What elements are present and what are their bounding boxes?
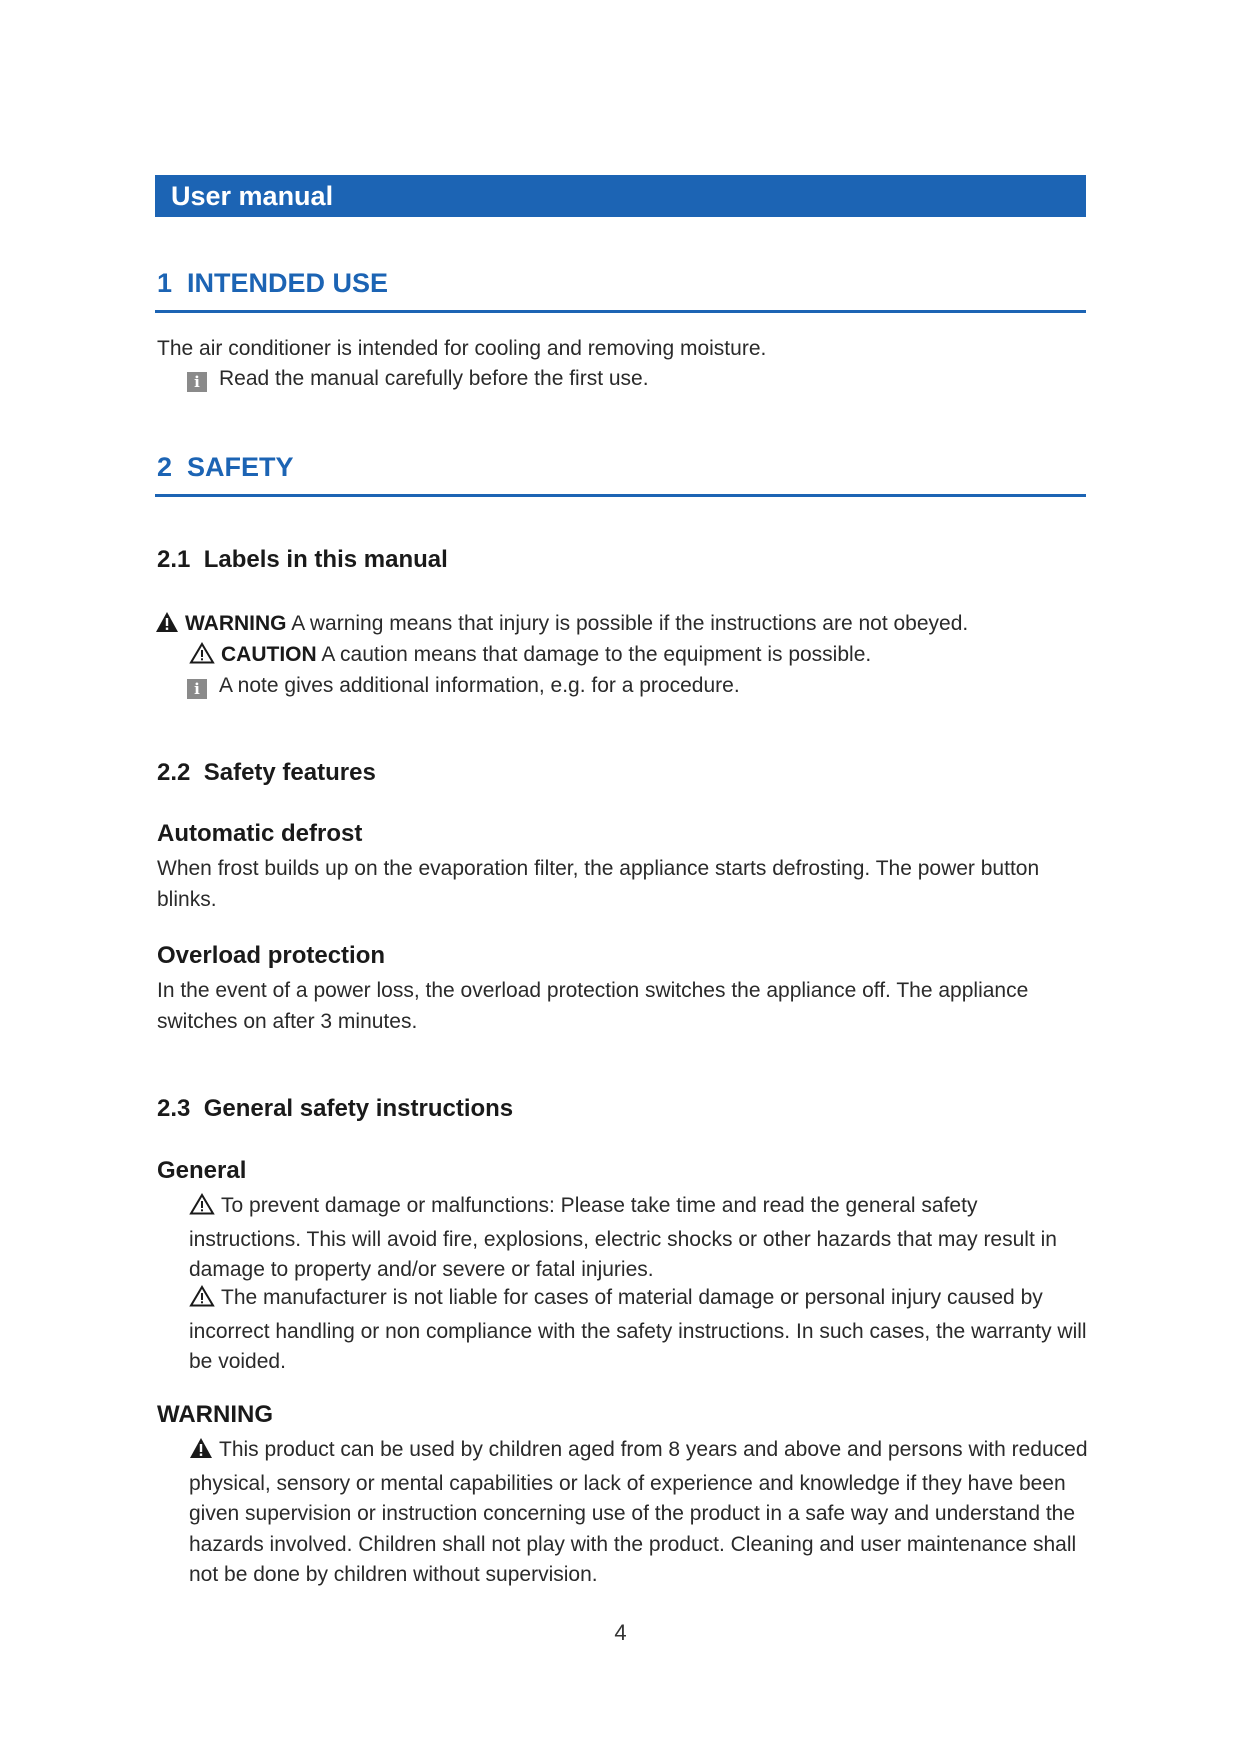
- warning-label: WARNING: [185, 612, 287, 635]
- info-icon: i: [187, 372, 207, 392]
- caution-label: CAUTION: [221, 643, 317, 666]
- section-2-rule: [155, 494, 1086, 497]
- subsection-number: 2.3: [157, 1095, 191, 1122]
- info-note: [187, 364, 1087, 395]
- general-caution-2: [189, 1283, 1089, 1378]
- note-label-line: [187, 671, 1087, 702]
- general-caution-1-text: To prevent damage or malfunctions: Please take time and read the general safety instructions. This will avoid fire, explosions, electric shocks or other hazards that may result in damage to property and/or severe or fatal injuries.: [189, 1194, 1057, 1281]
- general-caution-2-text: The manufacturer is not liable for cases of material damage or personal injury caused by incorrect handling or non compliance with the safety instructions. In such cases, the warranty will be voided.: [189, 1286, 1087, 1373]
- page-number: 4: [614, 1620, 627, 1645]
- subsection-title: Safety features: [203, 759, 376, 786]
- warning-triangle-filled-icon: [155, 611, 179, 643]
- section-title: SAFETY: [187, 452, 294, 482]
- automatic-defrost-text: When frost builds up on the evaporation filter, the appliance starts defrosting. The power button blinks.: [157, 857, 1040, 911]
- overload-protection-text: In the event of a power loss, the overload protection switches the appliance off. The appliance switches on after 3 minutes.: [157, 979, 1029, 1033]
- subsection-2-3-heading: [157, 1095, 513, 1123]
- caution-triangle-outline-icon: [189, 1285, 215, 1317]
- warning-label-text: A warning means that injury is possible if the instructions are not obeyed.: [291, 612, 969, 635]
- note-label-text: A note gives additional information, e.g. for a procedure.: [219, 674, 740, 697]
- caution-triangle-outline-icon: [189, 1193, 215, 1225]
- caution-triangle-outline-icon: [189, 642, 215, 674]
- caution-label-line: [189, 640, 1089, 674]
- page-banner: [155, 175, 1086, 217]
- subsection-title: General safety instructions: [203, 1095, 514, 1122]
- info-icon: i: [187, 679, 207, 699]
- section-2-heading: [157, 452, 294, 483]
- overload-protection-heading: Overload protection: [157, 942, 386, 969]
- automatic-defrost-heading: Automatic defrost: [157, 820, 363, 847]
- section-number: 1: [157, 268, 173, 298]
- warning-paragraph: [189, 1435, 1094, 1591]
- section-title: INTENDED USE: [187, 268, 389, 298]
- warning-label-line: [155, 609, 1095, 643]
- info-note-text: Read the manual carefully before the first use.: [219, 367, 649, 390]
- section-1-heading: [157, 268, 388, 299]
- intended-use-text: The air conditioner is intended for cooling and removing moisture.: [157, 337, 767, 360]
- general-caution-1: [189, 1191, 1089, 1286]
- section-1-rule: [155, 310, 1086, 313]
- caution-label-text: A caution means that damage to the equipment is possible.: [321, 643, 872, 666]
- subsection-2-2-heading: [157, 759, 376, 787]
- warning-heading: WARNING: [157, 1401, 273, 1428]
- section-number: 2: [157, 452, 173, 482]
- subsection-2-1-heading: [157, 546, 448, 574]
- warning-triangle-filled-icon: [189, 1437, 213, 1469]
- subsection-number: 2.2: [157, 759, 191, 786]
- warning-paragraph-text: This product can be used by children aged from 8 years and above and persons with reduced physical, sensory or mental capabilities or lack of experience and knowledge if they have been given supervision or instruction concerning use of the product in a safe way and understand the hazards involved. Children shall not play with the product. Cleaning and user maintenance shall not be done by children without supervision.: [189, 1438, 1088, 1586]
- subsection-number: 2.1: [157, 546, 191, 573]
- subsection-title: Labels in this manual: [203, 546, 448, 573]
- banner-title: User manual: [171, 181, 334, 211]
- general-heading: General: [157, 1157, 247, 1184]
